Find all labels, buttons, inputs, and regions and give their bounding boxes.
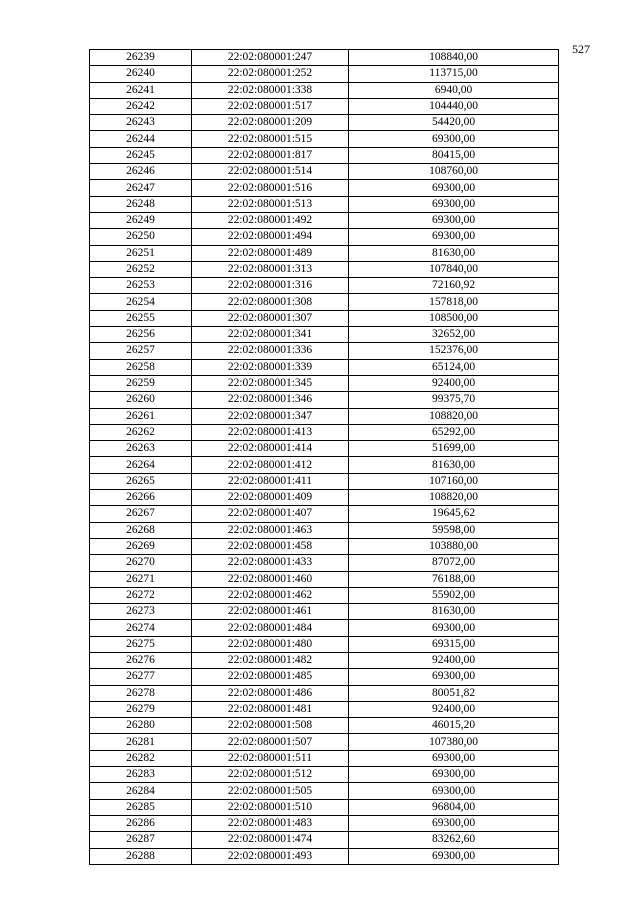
cadastral-number-cell: 22:02:080001:494 xyxy=(192,229,349,245)
table-row xyxy=(90,587,559,603)
cadastral-value-cell: 104440,00 xyxy=(349,98,559,114)
cadastral-number-cell: 22:02:080001:507 xyxy=(192,734,349,750)
cadastral-value-cell: 69300,00 xyxy=(349,196,559,212)
table-row xyxy=(90,652,559,668)
cadastral-value-cell: 46015,20 xyxy=(349,718,559,734)
row-number-cell: 26256 xyxy=(90,327,192,343)
cadastral-number-cell: 22:02:080001:458 xyxy=(192,538,349,554)
cadastral-number-cell: 22:02:080001:346 xyxy=(192,392,349,408)
row-number-cell: 26279 xyxy=(90,701,192,717)
row-number-cell: 26241 xyxy=(90,82,192,98)
cadastral-value-cell: 157818,00 xyxy=(349,294,559,310)
cadastral-number-cell: 22:02:080001:316 xyxy=(192,278,349,294)
row-number-cell: 26272 xyxy=(90,587,192,603)
row-number-cell: 26276 xyxy=(90,652,192,668)
cadastral-value-cell: 108840,00 xyxy=(349,50,559,66)
table-row xyxy=(90,196,559,212)
cadastral-value-cell: 152376,00 xyxy=(349,343,559,359)
table-row xyxy=(90,571,559,587)
table-row xyxy=(90,278,559,294)
row-number-cell: 26261 xyxy=(90,408,192,424)
cadastral-value-cell: 83262,60 xyxy=(349,832,559,848)
cadastral-number-cell: 22:02:080001:481 xyxy=(192,701,349,717)
cadastral-number-cell: 22:02:080001:817 xyxy=(192,147,349,163)
table-row xyxy=(90,98,559,114)
table-row xyxy=(90,767,559,783)
row-number-cell: 26271 xyxy=(90,571,192,587)
row-number-cell: 26277 xyxy=(90,669,192,685)
row-number-cell: 26278 xyxy=(90,685,192,701)
cadastral-number-cell: 22:02:080001:517 xyxy=(192,98,349,114)
cadastral-number-cell: 22:02:080001:493 xyxy=(192,848,349,864)
cadastral-value-cell: 108500,00 xyxy=(349,310,559,326)
row-number-cell: 26255 xyxy=(90,310,192,326)
table-row xyxy=(90,261,559,277)
table-row xyxy=(90,734,559,750)
cadastral-number-cell: 22:02:080001:485 xyxy=(192,669,349,685)
cadastral-value-cell: 69315,00 xyxy=(349,636,559,652)
cadastral-value-cell: 32652,00 xyxy=(349,327,559,343)
cadastral-number-cell: 22:02:080001:492 xyxy=(192,212,349,228)
cadastral-number-cell: 22:02:080001:516 xyxy=(192,180,349,196)
table-row xyxy=(90,82,559,98)
row-number-cell: 26281 xyxy=(90,734,192,750)
cadastral-number-cell: 22:02:080001:411 xyxy=(192,473,349,489)
cadastral-number-cell: 22:02:080001:209 xyxy=(192,115,349,131)
cadastral-number-cell: 22:02:080001:484 xyxy=(192,620,349,636)
table-row xyxy=(90,392,559,408)
cadastral-value-cell: 81630,00 xyxy=(349,604,559,620)
table-row xyxy=(90,359,559,375)
row-number-cell: 26259 xyxy=(90,375,192,391)
row-number-cell: 26285 xyxy=(90,799,192,815)
table-row xyxy=(90,245,559,261)
table-row xyxy=(90,701,559,717)
cadastral-value-cell: 69300,00 xyxy=(349,750,559,766)
row-number-cell: 26266 xyxy=(90,490,192,506)
row-number-cell: 26269 xyxy=(90,538,192,554)
cadastral-value-cell: 65292,00 xyxy=(349,424,559,440)
cadastral-value-cell: 69300,00 xyxy=(349,229,559,245)
cadastral-number-cell: 22:02:080001:433 xyxy=(192,555,349,571)
row-number-cell: 26273 xyxy=(90,604,192,620)
table-row xyxy=(90,310,559,326)
row-number-cell: 26284 xyxy=(90,783,192,799)
row-number-cell: 26280 xyxy=(90,718,192,734)
cadastral-number-cell: 22:02:080001:483 xyxy=(192,815,349,831)
table-row xyxy=(90,408,559,424)
cadastral-value-cell: 69300,00 xyxy=(349,212,559,228)
cadastral-number-cell: 22:02:080001:461 xyxy=(192,604,349,620)
table-row xyxy=(90,522,559,538)
row-number-cell: 26239 xyxy=(90,50,192,66)
cadastral-number-cell: 22:02:080001:313 xyxy=(192,261,349,277)
cadastral-number-cell: 22:02:080001:489 xyxy=(192,245,349,261)
cadastral-number-cell: 22:02:080001:345 xyxy=(192,375,349,391)
cadastral-value-cell: 81630,00 xyxy=(349,457,559,473)
cadastral-number-cell: 22:02:080001:407 xyxy=(192,506,349,522)
row-number-cell: 26248 xyxy=(90,196,192,212)
cadastral-number-cell: 22:02:080001:513 xyxy=(192,196,349,212)
table-row xyxy=(90,669,559,685)
row-number-cell: 26254 xyxy=(90,294,192,310)
cadastral-value-cell: 76188,00 xyxy=(349,571,559,587)
cadastral-number-cell: 22:02:080001:252 xyxy=(192,66,349,82)
row-number-cell: 26252 xyxy=(90,261,192,277)
cadastral-number-cell: 22:02:080001:480 xyxy=(192,636,349,652)
cadastral-number-cell: 22:02:080001:412 xyxy=(192,457,349,473)
cadastral-value-cell: 108760,00 xyxy=(349,164,559,180)
cadastral-number-cell: 22:02:080001:308 xyxy=(192,294,349,310)
cadastral-number-cell: 22:02:080001:512 xyxy=(192,767,349,783)
table-row xyxy=(90,604,559,620)
row-number-cell: 26260 xyxy=(90,392,192,408)
table-row xyxy=(90,164,559,180)
cadastral-value-cell: 69300,00 xyxy=(349,848,559,864)
row-number-cell: 26275 xyxy=(90,636,192,652)
table-row xyxy=(90,783,559,799)
table-row xyxy=(90,473,559,489)
cadastral-number-cell: 22:02:080001:510 xyxy=(192,799,349,815)
row-number-cell: 26262 xyxy=(90,424,192,440)
cadastral-value-table xyxy=(89,49,559,865)
row-number-cell: 26268 xyxy=(90,522,192,538)
cadastral-value-cell: 69300,00 xyxy=(349,815,559,831)
cadastral-number-cell: 22:02:080001:514 xyxy=(192,164,349,180)
cadastral-value-cell: 87072,00 xyxy=(349,555,559,571)
cadastral-value-cell: 96804,00 xyxy=(349,799,559,815)
page-number: 527 xyxy=(572,42,590,56)
cadastral-value-cell: 69300,00 xyxy=(349,767,559,783)
cadastral-value-cell: 69300,00 xyxy=(349,131,559,147)
row-number-cell: 26286 xyxy=(90,815,192,831)
cadastral-number-cell: 22:02:080001:486 xyxy=(192,685,349,701)
row-number-cell: 26263 xyxy=(90,441,192,457)
table-row xyxy=(90,115,559,131)
cadastral-value-cell: 59598,00 xyxy=(349,522,559,538)
cadastral-value-cell: 6940,00 xyxy=(349,82,559,98)
cadastral-value-cell: 92400,00 xyxy=(349,652,559,668)
table-row xyxy=(90,718,559,734)
table-row xyxy=(90,343,559,359)
table-body xyxy=(90,50,559,865)
table-row xyxy=(90,490,559,506)
cadastral-number-cell: 22:02:080001:460 xyxy=(192,571,349,587)
cadastral-value-cell: 72160,92 xyxy=(349,278,559,294)
cadastral-number-cell: 22:02:080001:515 xyxy=(192,131,349,147)
table-row xyxy=(90,147,559,163)
cadastral-value-cell: 113715,00 xyxy=(349,66,559,82)
row-number-cell: 26265 xyxy=(90,473,192,489)
row-number-cell: 26283 xyxy=(90,767,192,783)
cadastral-value-cell: 80051,82 xyxy=(349,685,559,701)
row-number-cell: 26287 xyxy=(90,832,192,848)
row-number-cell: 26253 xyxy=(90,278,192,294)
table-row xyxy=(90,375,559,391)
row-number-cell: 26242 xyxy=(90,98,192,114)
cadastral-value-cell: 92400,00 xyxy=(349,375,559,391)
cadastral-number-cell: 22:02:080001:339 xyxy=(192,359,349,375)
row-number-cell: 26244 xyxy=(90,131,192,147)
table-row xyxy=(90,750,559,766)
table-row xyxy=(90,457,559,473)
row-number-cell: 26270 xyxy=(90,555,192,571)
cadastral-value-cell: 19645,62 xyxy=(349,506,559,522)
table-row xyxy=(90,620,559,636)
row-number-cell: 26246 xyxy=(90,164,192,180)
table-row xyxy=(90,294,559,310)
table-row xyxy=(90,848,559,864)
row-number-cell: 26288 xyxy=(90,848,192,864)
cadastral-value-cell: 54420,00 xyxy=(349,115,559,131)
row-number-cell: 26274 xyxy=(90,620,192,636)
table-row xyxy=(90,441,559,457)
cadastral-value-cell: 103880,00 xyxy=(349,538,559,554)
table-row xyxy=(90,555,559,571)
row-number-cell: 26245 xyxy=(90,147,192,163)
row-number-cell: 26267 xyxy=(90,506,192,522)
cadastral-number-cell: 22:02:080001:336 xyxy=(192,343,349,359)
cadastral-value-cell: 80415,00 xyxy=(349,147,559,163)
cadastral-number-cell: 22:02:080001:414 xyxy=(192,441,349,457)
table-row xyxy=(90,66,559,82)
row-number-cell: 26240 xyxy=(90,66,192,82)
table-row xyxy=(90,229,559,245)
cadastral-value-cell: 55902,00 xyxy=(349,587,559,603)
cadastral-value-cell: 81630,00 xyxy=(349,245,559,261)
cadastral-value-cell: 69300,00 xyxy=(349,620,559,636)
cadastral-value-cell: 69300,00 xyxy=(349,669,559,685)
cadastral-number-cell: 22:02:080001:508 xyxy=(192,718,349,734)
row-number-cell: 26258 xyxy=(90,359,192,375)
cadastral-value-cell: 107380,00 xyxy=(349,734,559,750)
row-number-cell: 26251 xyxy=(90,245,192,261)
row-number-cell: 26250 xyxy=(90,229,192,245)
row-number-cell: 26243 xyxy=(90,115,192,131)
row-number-cell: 26257 xyxy=(90,343,192,359)
cadastral-number-cell: 22:02:080001:338 xyxy=(192,82,349,98)
cadastral-value-cell: 69300,00 xyxy=(349,783,559,799)
table-row xyxy=(90,50,559,66)
row-number-cell: 26264 xyxy=(90,457,192,473)
table-row xyxy=(90,636,559,652)
cadastral-number-cell: 22:02:080001:409 xyxy=(192,490,349,506)
cadastral-number-cell: 22:02:080001:505 xyxy=(192,783,349,799)
table-row xyxy=(90,506,559,522)
cadastral-number-cell: 22:02:080001:462 xyxy=(192,587,349,603)
table-row xyxy=(90,180,559,196)
cadastral-value-cell: 51699,00 xyxy=(349,441,559,457)
table-row xyxy=(90,327,559,343)
row-number-cell: 26282 xyxy=(90,750,192,766)
table-row xyxy=(90,424,559,440)
cadastral-number-cell: 22:02:080001:247 xyxy=(192,50,349,66)
cadastral-number-cell: 22:02:080001:511 xyxy=(192,750,349,766)
cadastral-number-cell: 22:02:080001:463 xyxy=(192,522,349,538)
cadastral-value-cell: 107160,00 xyxy=(349,473,559,489)
cadastral-value-cell: 108820,00 xyxy=(349,490,559,506)
cadastral-value-cell: 69300,00 xyxy=(349,180,559,196)
table-row xyxy=(90,212,559,228)
cadastral-value-cell: 108820,00 xyxy=(349,408,559,424)
cadastral-value-cell: 107840,00 xyxy=(349,261,559,277)
cadastral-number-cell: 22:02:080001:413 xyxy=(192,424,349,440)
cadastral-number-cell: 22:02:080001:341 xyxy=(192,327,349,343)
cadastral-value-cell: 99375,70 xyxy=(349,392,559,408)
table-row xyxy=(90,131,559,147)
cadastral-number-cell: 22:02:080001:307 xyxy=(192,310,349,326)
table-row xyxy=(90,538,559,554)
cadastral-number-cell: 22:02:080001:474 xyxy=(192,832,349,848)
row-number-cell: 26249 xyxy=(90,212,192,228)
table-row xyxy=(90,815,559,831)
table-row xyxy=(90,799,559,815)
table-row xyxy=(90,685,559,701)
cadastral-number-cell: 22:02:080001:347 xyxy=(192,408,349,424)
cadastral-value-cell: 92400,00 xyxy=(349,701,559,717)
row-number-cell: 26247 xyxy=(90,180,192,196)
cadastral-number-cell: 22:02:080001:482 xyxy=(192,652,349,668)
table-row xyxy=(90,832,559,848)
cadastral-value-cell: 65124,00 xyxy=(349,359,559,375)
